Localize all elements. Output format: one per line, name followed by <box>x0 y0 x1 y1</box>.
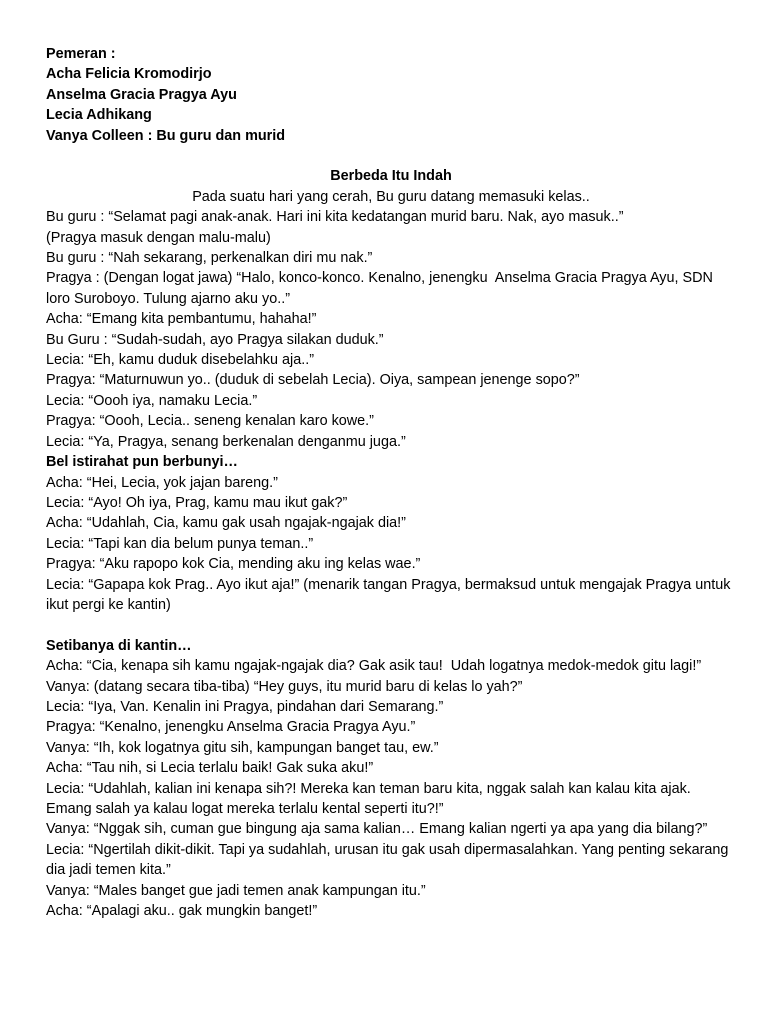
dialogue-line: Lecia: “Ngertilah dikit-dikit. Tapi ya sudahlah, urusan itu gak usah dipermasalahkan. Yang penting sekarang dia jadi temen kita.” <box>46 841 733 879</box>
dialogue-line: Vanya: “Ih, kok logatnya gitu sih, kampungan banget tau, ew.” <box>46 739 439 756</box>
cast-member: Vanya Colleen : Bu guru dan murid <box>46 127 286 144</box>
dialogue-line: Pragya : (Dengan logat jawa) “Halo, konco-konco. Kenalno, jenengku Anselma Gracia Pragya Ayu, SDN loro Suroboyo. Tulung ajarno aku yo..” <box>46 270 717 307</box>
dialogue-line: Lecia: “Ayo! Oh iya, Prag, kamu mau ikut gak?” <box>46 494 348 511</box>
dialogue-line: Acha: “Cia, kenapa sih kamu ngajak-ngajak dia? Gak asik tau! Udah logatnya medok-medok gitu lagi!” <box>46 658 702 675</box>
story-title: Berbeda Itu Indah <box>330 168 452 185</box>
dialogue-line: Vanya: “Nggak sih, cuman gue bingung aja sama kalian… Emang kalian ngerti ya apa yang dia bilang?” <box>46 821 708 838</box>
dialogue-line: Acha: “Emang kita pembantumu, hahaha!” <box>46 311 317 328</box>
dialogue-line: (Pragya masuk dengan malu-malu) <box>46 229 271 246</box>
cast-member: Lecia Adhikang <box>46 107 152 124</box>
dialogue-line: Vanya: “Males banget gue jadi temen anak kampungan itu.” <box>46 882 426 899</box>
dialogue-line: Acha: “Udahlah, Cia, kamu gak usah ngajak-ngajak dia!” <box>46 515 406 532</box>
dialogue-line: Lecia: “Oooh iya, namaku Lecia.” <box>46 392 258 409</box>
dialogue-line: Pragya: “Maturnuwun yo.. (duduk di sebelah Lecia). Oiya, sampean jenenge sopo?” <box>46 372 580 389</box>
dialogue-line: Bu Guru : “Sudah-sudah, ayo Pragya silakan duduk.” <box>46 331 384 348</box>
dialogue-line: Bu guru : “Nah sekarang, perkenalkan diri mu nak.” <box>46 250 373 267</box>
dialogue-line: Lecia: “Ya, Pragya, senang berkenalan denganmu juga.” <box>46 433 406 450</box>
cast-heading: Pemeran : <box>46 46 116 62</box>
scene-heading: Bel istirahat pun berbunyi… <box>46 454 238 471</box>
dialogue-line: Vanya: (datang secara tiba-tiba) “Hey guys, itu murid baru di kelas lo yah?” <box>46 678 523 695</box>
dialogue-line: Acha: “Tau nih, si Lecia terlalu baik! Gak suka aku!” <box>46 760 374 777</box>
document-page <box>46 44 736 921</box>
dialogue-line: Lecia: “Udahlah, kalian ini kenapa sih?! Mereka kan teman baru kita, nggak salah kan kalau kita ajak. Emang salah ya kalau logat mereka terlalu kental seperti itu?!” <box>46 780 695 817</box>
dialogue-line: Lecia: “Eh, kamu duduk disebelahku aja..” <box>46 352 314 369</box>
dialogue-line: Lecia: “Tapi kan dia belum punya teman..” <box>46 535 314 552</box>
dialogue-line: Pragya: “Kenalno, jenengku Anselma Gracia Pragya Ayu.” <box>46 719 416 736</box>
dialogue-line: Pragya: “Oooh, Lecia.. seneng kenalan karo kowe.” <box>46 413 374 430</box>
dialogue-line: Acha: “Hei, Lecia, yok jajan bareng.” <box>46 474 278 491</box>
cast-member: Anselma Gracia Pragya Ayu <box>46 86 237 103</box>
dialogue-line: Acha: “Apalagi aku.. gak mungkin banget!” <box>46 903 318 920</box>
dialogue-line: Lecia: “Gapapa kok Prag.. Ayo ikut aja!” (menarik tangan Pragya, bermaksud untuk mengajak Pragya untuk ikut pergi ke kantin) <box>46 576 735 613</box>
dialogue-line: Lecia: “Iya, Van. Kenalin ini Pragya, pindahan dari Semarang.” <box>46 698 444 715</box>
dialogue-line: Bu guru : “Selamat pagi anak-anak. Hari ini kita kedatangan murid baru. Nak, ayo masuk..” <box>46 209 624 226</box>
spacer <box>46 615 736 635</box>
story-intro: Pada suatu hari yang cerah, Bu guru datang memasuki kelas.. <box>192 188 590 205</box>
scene-heading: Setibanya di kantin… <box>46 637 192 654</box>
spacer <box>46 146 736 166</box>
cast-member: Acha Felicia Kromodirjo <box>46 66 212 83</box>
dialogue-line: Pragya: “Aku rapopo kok Cia, mending aku ing kelas wae.” <box>46 556 421 573</box>
